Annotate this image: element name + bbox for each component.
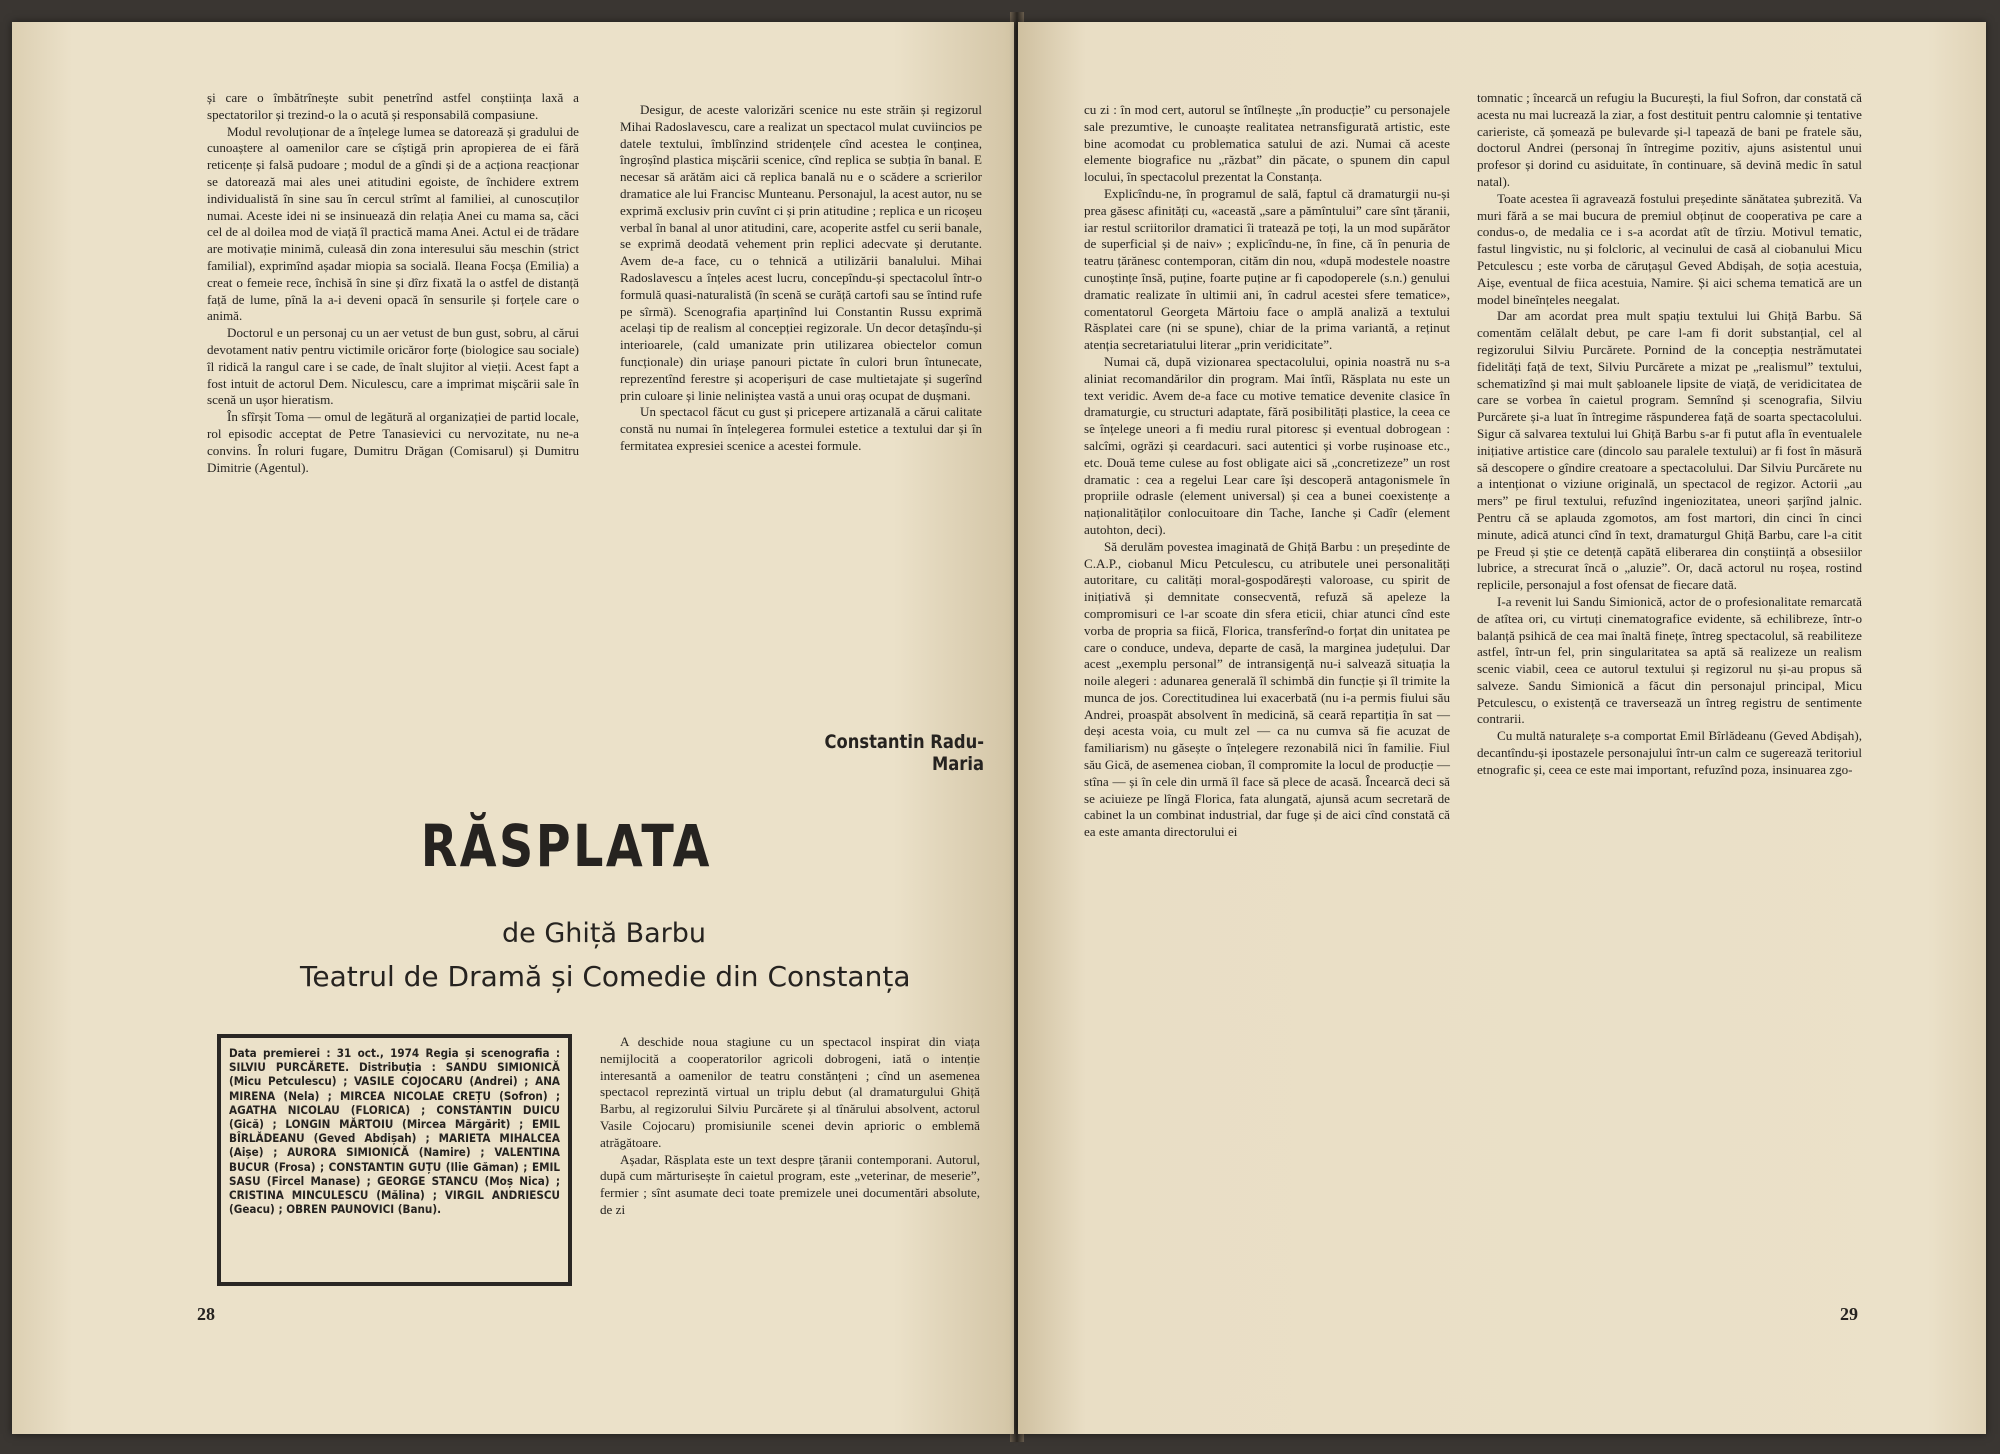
paragraph: Desigur, de aceste valorizări scenice nu este străin și regizorul Mihai Radoslavescu, care a realizat un spectacol mulat cuviincios pe datele textului, îmblînzind stridențele cînd acestea le conținea, îngroșînd plastica mișcării scenice, cînd replica se subția în banal. E necesar să arătăm aici că replica banală nu e o scădere a scrierilor dramatice ale lui Francisc Munteanu. Personajul, la acest autor, nu se exprimă exclusiv prin cuvînt ci și prin atitudine ; replica e un ricoșeu verbal în banal al unor atitudini, care, acoperite astfel cu serii banale, se exprimă deodată vehement prin replici adecvate și derutante. Avem de-a face, cu o tehnică a utilizării banalului. Mihai Radoslavescu a înțeles acest lucru, concepîndu-și spectacolul într-o formulă quasi-naturalistă (în scenă se curăță cartofi sau se întind rufe pe sîrmă). Scenografia aparținînd lui Constantin Russu exprimă același tip de realism al concepției regizorale. Un decor detașîndu-și interioarele, (cald umanizate prin utilizarea obiectelor comun funcționale) din uriașe panouri pictate în culori brun întunecate, reprezentînd ferestre și acoperișuri de case multietajate și sugerînd prin culoare și linie neliniștea vastă a unui oraș ocupat de dușmani. [620, 102, 982, 403]
paragraph: Numai că, după vizionarea spectacolului, opinia noastră nu s-a aliniat recomandărilor din program. Mai întîi, Răsplata nu este un text veridic. Avem de-a face cu motive tematice devenite clasice în dramaturgie, cu structuri adaptate, fără posibilități plastice, la ceea ce se înțelege uneori a fi mediu rural pitoresc și eventual dobrogean : salcîmi, ogrăzi și ceardacuri. saci autentici și vorbe rușinoase etc., etc. Două teme culese au fost obligate aici să „concretizeze” un rost dramatic : cea a regelui Lear care își descoperă antagonismele în propriile odrasle (element universal) și cea a bunei coexistențe a naționalităților conlocuitoare din Tache, Ianche și Cadîr (element autohton, deci). [1084, 353, 1450, 537]
article-title: RĂSPLATA [420, 812, 712, 880]
right-column-1 [1084, 102, 1450, 841]
left-column-3 [600, 1034, 980, 1219]
paragraph: Toate acestea îi agravează fostului președinte sănătatea șubrezită. Va muri fără a se mai bucura de premiul obținut de cooperativa pe care a condus-o, de medalia ce i s-a acordat atît de tîrziu. Motivul tematic, fastul lingvistic, nu și folcloric, al vecinului de casă al ciobanului Micu Petculescu ; este vorba de căruțașul Geved Abdișah, de soția acestuia, Aișe, eventual de fiica acestuia, Namire. Și aici schema tematică are un model bineînțeles neegalat. [1477, 190, 1862, 307]
paragraph: În sfîrșit Toma — omul de legătură al organizației de partid locale, rol episodic acceptat de Petre Tanasievici cu nervozitate, nu ne-a convins. În roluri fugare, Dumitru Drăgan (Comisarul) și Dumitru Dimitrie (Agentul). [207, 409, 579, 475]
page-number: 28 [197, 1304, 215, 1324]
right-page [1018, 22, 1986, 1434]
paragraph: Așadar, Răsplata este un text despre țăranii contemporani. Autorul, după cum mărturisește în caietul program, este „veterinar, de meserie”, fermier ; sînt asumate deci toate premizele unei documentări absolute, de zi [600, 1151, 980, 1217]
paragraph: I-a revenit lui Sandu Simionică, actor de o profesionalitate remarcată de atîtea ori, cu virtuți cinematografice evidente, să echilibreze, într-o balanță psihică de cea mai înaltă finețe, întreg spectacolul, să reabiliteze astfel, într-un fel, prin singularitatea sa aptă să realizeze un realism scenic viabil, ceea ce autorul textului și regizorul nu și-au propus să salveze. Sandu Simionică a făcut din personajul principal, Micu Petculescu, o existență ce traversează un întreg registru de sentimente contrarii. [1477, 593, 1862, 727]
paragraph: Să derulăm povestea imaginată de Ghiță Barbu : un președinte de C.A.P., ciobanul Micu Petculescu, cu atributele unei personalități autoritare, cu calități moral-gospodărești valoroase, cu spirit de inițiativă și demnitate consecventă, refuză să apeleze la compromisuri ce l-ar scoate din sfera eticii, chiar atunci cînd este vorba de propria sa fiică, Florica, transferînd-o forțat din unitatea pe care o conduce, undeva, departe de casă, la marginea județului. Dar acest „exemplu personal” de intransigență nu-i salvează situația la noile alegeri : adunarea generală îl schimbă din funcție și îl trimite la munca de jos. Corectitudinea lui exacerbată (nu i-a permis fiului său Andrei, proaspăt absolvent în medicină, să ceară repartiția în sat — deși acesta voia, cu mult zel — ca nu cumva să fie acuzat de familiarism) nu găsește o înțelegere rezonabilă nici în familie. Fiul său Gică, de asemenea cioban, îl compromite la locul de producție — stîna — și în cele din urmă îl face să plece de acasă. Încearcă deci să se aciuieze pe lîngă Florica, fata alungată, ajunsă acum secretară de cabinet la un combinat industrial, dar fuge și de aici cînd constată că ea este amanta directorului ei [1084, 538, 1450, 840]
theatre-name: Teatrul de Dramă și Comedie din Constanța [300, 960, 911, 993]
paragraph: A deschide noua stagiune cu un spectacol inspirat din viața nemijlocită a cooperatorilor agricoli dobrogeni, iată o intenție interesantă a oamenilor de teatru constănțeni ; cînd un asemenea spectacol reprezintă virtual un triplu debut (al dramaturgului Ghiță Barbu, al regizorului Silviu Purcărete și al tînărului absolvent, actorul Vasile Cojocaru) promisiunile scenei devin aprioric o emblemă atrăgătoare. [600, 1034, 980, 1150]
article-signature: Constantin Radu-Maria [824, 731, 984, 775]
left-column-2 [620, 102, 982, 455]
left-page [12, 22, 1014, 1434]
credits-box [217, 1034, 572, 1286]
paragraph: Explicîndu-ne, în programul de sală, faptul că dramaturgii nu-și prea găsesc afinități cu, «această „sare a pămîntului” care sînt țăranii, iar restul scriitorilor dramatici îi tratează pe toți, la un mod supărător de superficial și de naiv» ; explicîndu-ne, în fine, că în penuria de teatru țărănesc contemporan, cităm din nou, «după modestele noastre cunoștințe însă, puține, foarte puține ar fi capodoperele (s.n.) genului dramatic realizate în ultimii ani, în cadrul acestei sfere tematice», comentatorul Georgeta Mărtoiu face o amplă analiză a textului Răsplatei care (ni se spune), chiar de la prima variantă, a reținut atenția secretariatului literar „prin veridicitate”. [1084, 185, 1450, 353]
paragraph: tomnatic ; încearcă un refugiu la București, la fiul Sofron, dar constată că acesta nu mai lucrează la ziar, a fost destituit pentru calomnie și tentative carieriste, că șomează pe bulevarde și-l tapează de bani pe fratele său, doctorul Andrei (personaj în întregime pozitiv, ajuns asistentul unui profesor și dorind cu asiduitate, în continuare, să devină medic în satul natal). [1477, 90, 1862, 189]
credits-text: Data premierei : 31 oct., 1974 Regia și scenografia : SILVIU PURCĂRETE. Distribuția : SANDU SIMIONICĂ (Micu Petculescu) ; VASILE COJOCARU (Andrei) ; ANA MIRENA (Nela) ; MIRCEA NICOLAE CREȚU (Sofron) ; AGATHA NICOLAU (FLORICA) ; CONSTANTIN DUICU (Gică) ; LONGIN MĂRTOIU (Mircea Mărgărit) ; EMIL BÎRLĂDEANU (Geved Abdișah) ; MARIETA MIHALCEA (Aișe) ; AURORA SIMIONICĂ (Namire) ; VALENTINA BUCUR (Frosa) ; CONSTANTIN GUȚU (Ilie Găman) ; EMIL SASU (Fircel Manase) ; GEORGE STANCU (Moș Nica) ; CRISTINA MINCULESCU (Mălina) ; VIRGIL ANDRIESCU (Geacu) ; OBREN PAUNOVICI (Banu). [229, 1046, 560, 1217]
paragraph: Doctorul e un personaj cu un aer vetust de bun gust, sobru, al cărui devotament nativ pentru victimile oricăror forțe (biologice sau sociale) îl ridică la rangul care i se cade, de înalt slujitor al vieții. Acest fapt a fost intuit de actorul Dem. Niculescu, care a imprimat mișcării sale în scenă un ușor hieratism. [207, 325, 579, 408]
paragraph: Dar am acordat prea mult spațiu textului lui Ghiță Barbu. Să comentăm celălalt debut, pe care l-am fi dorit substanțial, cel al regizorului Silviu Purcărete. Pornind de la concepția nestrămutatei fidelități față de text, Silviu Purcărete a mizat pe „realismul” textului, schematizînd și mai mult șabloanele lipsite de viață, de veridicitatea de care se vorbea în caietul program. Semnînd și scenografia, Silviu Purcărete și-a luat în întregime răspunderea față de soarta spectacolului. Sigur că salvarea textului lui Ghiță Barbu s-ar fi putut afla în eventualele inițiative artistice care (dincolo sau paralele textului) ar fi fost în măsură să descopere o gîndire creatoare a spectacolului. Dar Silviu Purcărete nu a intenționat o viziune originală, un spectacol de regizor. Actorii „au mers” pe firul textului, refuzînd ingeniozitatea, uneori șarjînd jalnic. Pentru că se aplauda zgomotos, am fost martori, din cinci în cinci minute, adică atunci cînd în text, dramaturgul Ghiță Barbu, care l-a citit pe Freud și știe ce detență capătă eliberarea din conștiință a obsesiilor lubrice, a strecurat încă o „aluzie”. Or, dacă actorul nu roșea, rostind replicile, personajul a fost ofensat de fiecare dată. [1477, 308, 1862, 593]
paragraph: Modul revoluționar de a înțelege lumea se datorează și gradului de cunoaștere al oamenilor care se cîștigă prin apropierea de ei fără reticențe și falsă pudoare ; modul de a gîndi și de a acționa reacționar se datorează mai ales unei atitudini egoiste, de închidere extrem individualistă în sine sau în cercul strîmt al familiei, al cunoscuților numai. Aceste idei ni se insinuează din relația Anei cu mama sa, căci cel de al doilea mod de viață îl practică mama Anei. Actul ei de trădare are motivație minimă, culeasă din zona interesului său meschin (strict familial), exprimînd așadar miopia sa socială. Ileana Focșa (Emilia) a creat o femeie rece, închisă în sine și dîrz fixată la o astfel de distanță față de lume, pînă la a-i deveni opacă în sensurile și forțele care o animă. [207, 123, 579, 324]
left-column-1 [207, 90, 579, 476]
paragraph: Un spectacol făcut cu gust și pricepere artizanală a cărui calitate constă nu numai în înțelegerea formulei estetice a textului dar și în fermitatea expresiei scenice a acestei formule. [620, 404, 982, 453]
paragraph: cu zi : în mod cert, autorul se întîlnește „în producție” cu personajele sale prezumtive, le cunoaște realitatea netransfigurată artistic, este bine acomodat cu problematica satului de azi. Numai că aceste elemente biografice nu „răzbat” din păcate, o spunem din capul locului, în spectacolul prezentat la Constanța. [1084, 102, 1450, 185]
paragraph: Cu multă naturalețe s-a comportat Emil Bîrlădeanu (Geved Abdișah), decantîndu-și ipostazele personajului într-un calm ce sugerează teritoriul etnografic și, ceea ce este mai important, refuzînd poza, insinuarea zgo- [1477, 728, 1862, 777]
paragraph: și care o îmbătrînește subit penetrînd astfel conștiința laxă a spectatorilor și trezind-o la o acută și responsabilă compasiune. [207, 90, 579, 122]
right-column-2 [1477, 90, 1862, 779]
article-author-line: de Ghiță Barbu [502, 918, 707, 949]
page-number: 29 [1840, 1304, 1858, 1324]
